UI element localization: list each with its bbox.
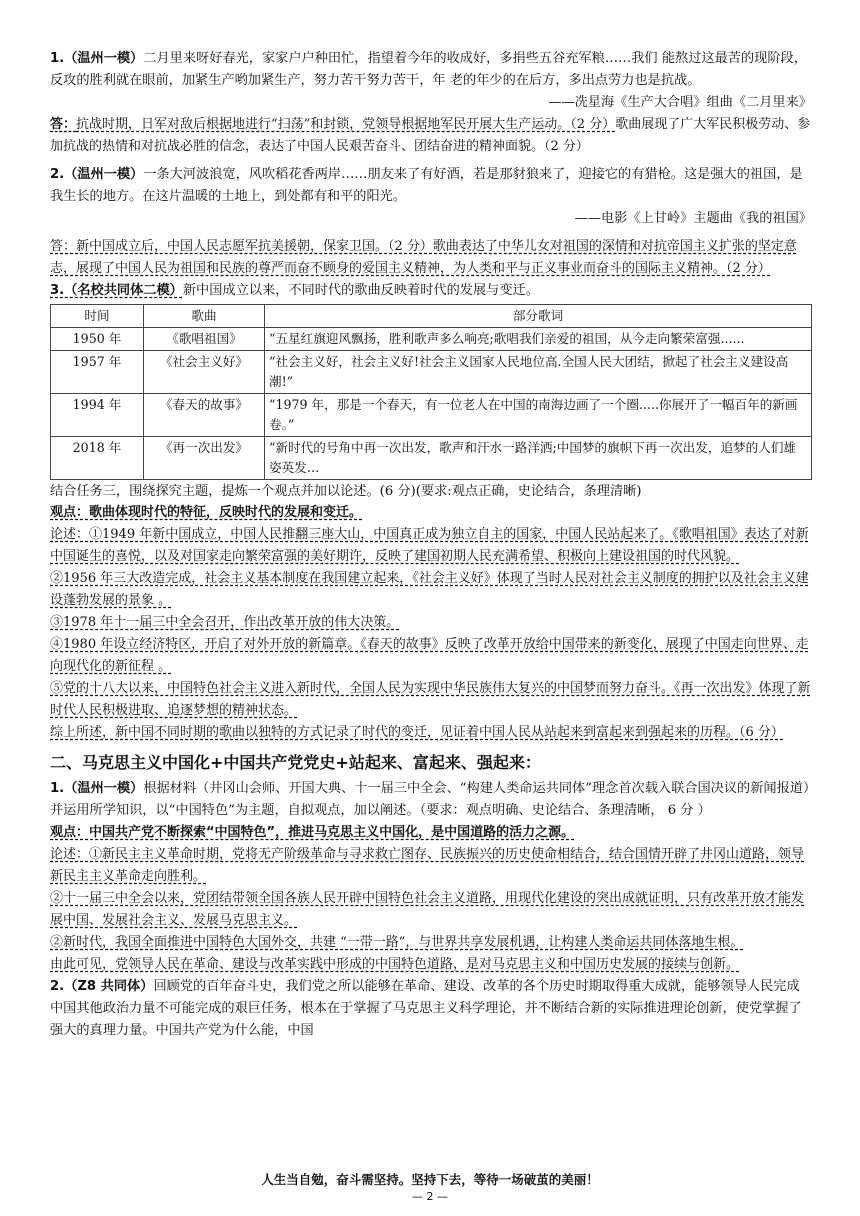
- table-row: [51, 437, 812, 480]
- s2-conclusion: 由此可见，党领导人民在革命、建设与改革实践中形成的中国特色道路，是对马克思主义和中国历史发展的接续与创新。: [50, 957, 740, 972]
- s2-viewpoint: 观点：中国共产党不断探索“中国特色”，推进马克思主义中国化，是中国道路的活力之源。: [50, 825, 575, 840]
- q2-text: [50, 164, 812, 208]
- table-row: [51, 328, 812, 351]
- row-time: 1950 年: [51, 328, 144, 351]
- q3-text: [50, 280, 812, 302]
- q2-source: ——电影《上甘岭》主题曲《我的祖国》: [574, 211, 812, 226]
- page-content: [50, 48, 812, 1042]
- songs-table: [50, 304, 812, 480]
- row-lyrics: “社会主义好，社会主义好!社会主义国家人民地位高.全国人民大团结，掀起了社会主义建设高潮!”: [265, 351, 812, 394]
- q2-answer: 答：新中国成立后，中国人民志愿军抗美援朝，保家卫国。（2 分）歌曲表达了中华儿女对祖国的深情和对抗帝国主义扩张的坚定意志，展现了中国人民为祖国和民族的尊严而奋不顾身的爱国主义精神，为人类和平与正义事业而奋斗的国际主义精神。（2 分）: [50, 239, 797, 276]
- q3-point-4: ④1980 年设立经济特区，开启了对外开放的新篇章。《春天的故事》反映了改革开放给中国带来的新变化，展现了中国走向世界、走向现代化的新征程 。: [50, 637, 809, 674]
- row-song: 《社会主义好》: [144, 351, 265, 394]
- s2-q2-body: 回顾党的百年奋斗史，我们党之所以能够在革命、建设、改革的各个历史时期取得重大成就，能够领导人民完成中国其他政治力量不可能完成的艰巨任务，根本在于掌握了马克思主义科学理论，并不断结合新的实际推进理论创新，使党掌握了强大的真理力量。中国共产党为什么能，中国: [50, 979, 802, 1038]
- footer-motto: 人生当自勉，奋斗需坚持。坚持下去，等待一场破茧的美丽！: [261, 1172, 599, 1187]
- section-2-heading: 二、马克思主义中国化+中国共产党党史+站起来、富起来、强起来：: [50, 753, 541, 772]
- row-lyrics: “五星红旗迎风飘扬，胜利歌声多么响亮;歌唱我们亲爱的祖国，从今走向繁荣富强......: [265, 328, 812, 351]
- q1-answer-label: 答：: [50, 117, 77, 132]
- col-lyrics: 部分歌词: [265, 305, 812, 328]
- row-song: 《春天的故事》: [144, 394, 265, 437]
- q3-point-1: 论述：①1949 年新中国成立，中国人民推翻三座大山，中国真正成为独立自主的国家，中国人民站起来了。《歌唱祖国》表达了对新中国诞生的喜悦，以及对国家走向繁荣富强的美好期许，反映了建国初期人民充满希望、积极向上建设祖国的时代风貌。: [50, 527, 809, 564]
- s2-q2-text: [50, 976, 812, 1042]
- col-song: 歌曲: [144, 305, 265, 328]
- s2-point-3: ②新时代，我国全面推进中国特色大国外交，共建 “一带一路”，与世界共享发展机遇，让构建人类命运共同体落地生根。: [50, 935, 744, 950]
- row-lyrics: “新时代的号角中再一次出发，歌声和汗水一路洋洒;中国梦的旗帜下再一次出发，追梦的人们雄姿英发…: [265, 437, 812, 480]
- row-time: 1994 年: [51, 394, 144, 437]
- row-lyrics: “1979 年，那是一个春天，有一位老人在中国的南海边画了一个圈.....你展开了一幅百年的新画卷。”: [265, 394, 812, 437]
- q1-tag: 1.（温州一模）: [50, 51, 144, 66]
- q1-source: ——冼星海《生产大合唱》组曲《二月里来》: [548, 95, 812, 110]
- row-time: 1957 年: [51, 351, 144, 394]
- table-header-row: [51, 305, 812, 328]
- q1-body: 二月里来呀好春光，家家户户种田忙，指望着今年的收成好，多捐些五谷充军粮……我们 能熬过这最苦的现阶段，反攻的胜利就在眼前，加紧生产哟加紧生产，努力苦干努力苦干，年 老的年少的在后方，多出点劳力也是抗战。: [50, 51, 807, 88]
- q3-task: 结合任务三，围绕探究主题，提炼一个观点并加以论述。(6 分)(要求:观点正确，史论结合，条理清晰): [50, 484, 642, 499]
- s2-point-2: ②十一届三中全会以来，党团结带领全国各族人民开辟中国特色社会主义道路，用现代化建设的突出成就证明，只有改革开放才能发展中国、发展社会主义、发展马克思主义。: [50, 891, 805, 928]
- q1-answer: [50, 114, 812, 158]
- col-time: 时间: [51, 305, 144, 328]
- table-row: [51, 351, 812, 394]
- row-song: 《再一次出发》: [144, 437, 265, 480]
- q2-tag: 2.（温州一模）: [50, 167, 144, 182]
- s2-q1-body: 根据材料（井冈山会师、开国大典、十一届三中全会、“构建人类命运共同体”理念首次载入联合国决议的新闻报道）并运用所学知识，以“中国特色”为主题，自拟观点，加以阐述。（要求：观点明确、史论结合、条理清晰， 6 分 ）: [50, 781, 810, 818]
- row-time: 2018 年: [51, 437, 144, 480]
- s2-point-1: 论述：①新民主主义革命时期，党将无产阶级革命与寻求救亡图存、民族振兴的历史使命相结合，结合国情开辟了井冈山道路，领导新民主主义革命走向胜利。: [50, 847, 805, 884]
- q3-point-3: ③1978 年十一届三中全会召开，作出改革开放的伟大决策。: [50, 615, 400, 630]
- q3-conclusion: 综上所述，新中国不同时期的歌曲以独特的方式记录了时代的变迁，见证着中国人民从站起来到富起来到强起来的历程。（6 分）: [50, 725, 784, 740]
- s2-q1-tag: 1.（温州一模）: [50, 781, 144, 796]
- table-row: [51, 394, 812, 437]
- q1-answer-line1: 抗战时期，日军对敌后根据地进行“扫荡”和封锁，党领导根据地军民开展大生产运动。（2 分）: [76, 117, 616, 132]
- row-song: 《歌唱祖国》: [144, 328, 265, 351]
- q3-viewpoint: 观点：歌曲体现时代的特征，反映时代的发展和变迁。: [50, 505, 363, 520]
- page-number: — 2 —: [412, 1190, 448, 1203]
- s2-q1-text: [50, 778, 812, 822]
- q3-tag: 3.（名校共同体二模）: [50, 283, 183, 298]
- q3-point-2: ②1956 年三大改造完成，社会主义基本制度在我国建立起来，《社会主义好》体现了当时人民对社会主义制度的拥护以及社会主义建设蓬勃发展的景象 。: [50, 571, 809, 608]
- q1-answer-rest: 歌曲展现了广大军民积极劳动、参加抗战的热情和对抗战必胜的信念，表达了中国人民艰苦奋斗、团结奋进的精神面貌。（2 分）: [50, 117, 811, 154]
- s2-q2-tag: 2.（Z8 共同体）: [50, 979, 154, 994]
- q3-point-5: ⑤党的十八大以来，中国特色社会主义进入新时代，全国人民为实现中华民族伟大复兴的中国梦而努力奋斗。《再一次出发》体现了新时代人民积极进取、追逐梦想的精神状态。: [50, 681, 811, 718]
- q1-text: [50, 48, 812, 92]
- q3-intro: 新中国成立以来，不同时代的歌曲反映着时代的发展与变迁。: [182, 283, 539, 298]
- q2-body: 一条大河波浪宽，风吹稻花香两岸……朋友来了有好酒，若是那豺狼来了，迎接它的有猎枪。这是强大的祖国，是我生长的地方。在这片温暖的土地上，到处都有和平的阳光。: [50, 167, 803, 204]
